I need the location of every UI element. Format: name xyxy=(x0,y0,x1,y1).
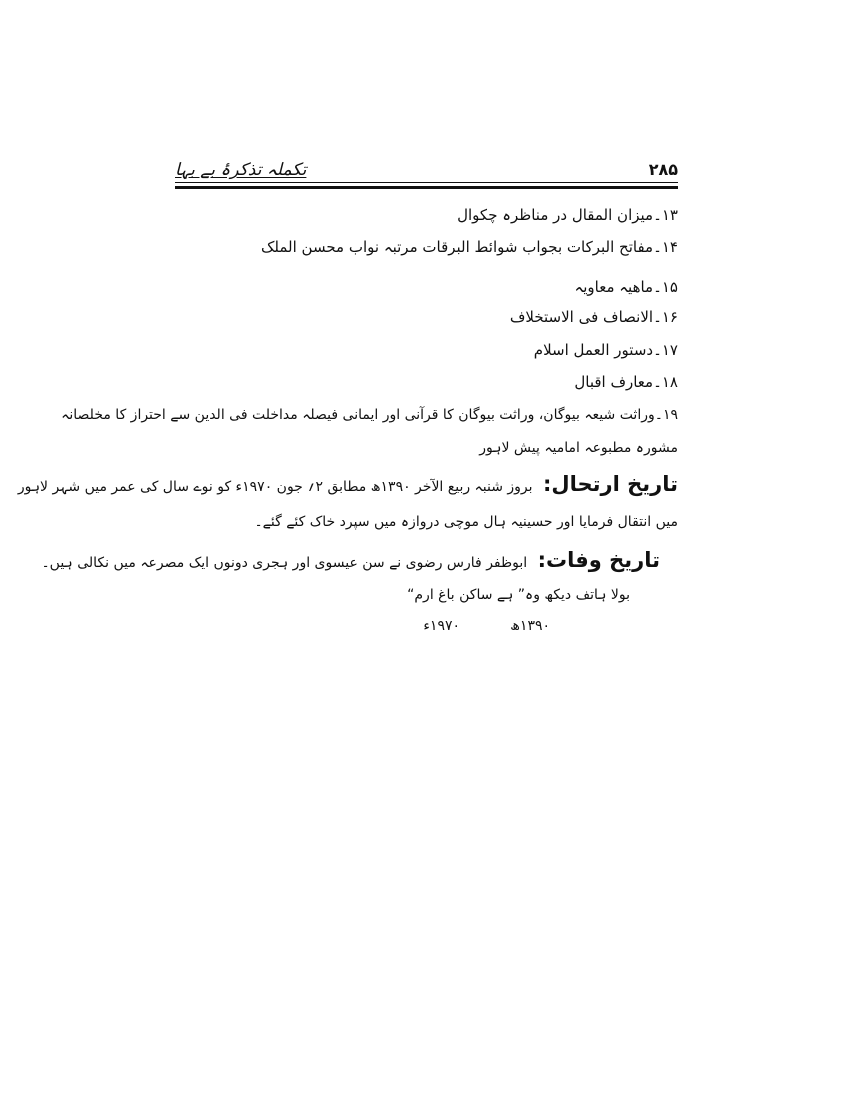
header-rule-thick xyxy=(175,186,678,189)
chronogram-year-hijri: ۱۳۹۰ھ xyxy=(510,618,550,634)
chronogram-text: ابوظفر فارس رضوی نے سن عیسوی اور ہجری دونوں ایک مصرعہ میں نکالی ہیں۔ xyxy=(41,555,528,571)
list-item: ۱۸۔معارف اقبال xyxy=(574,373,678,391)
list-item: ۱۴۔مفاتح البرکات بجواب شوائط البرقات مرتبہ نواب محسن الملک xyxy=(260,238,678,256)
chronogram-verse: بولا ہاتف دیکھ وہ” ہے ساکن باغ ارم“ xyxy=(407,587,630,603)
list-item: ۱۷۔دستور العمل اسلام xyxy=(533,341,678,359)
running-title: تکملہ تذکرۂ بے بہا xyxy=(175,160,307,180)
list-item-continuation: مشورہ مطبوعہ امامیہ پیش لاہور xyxy=(479,440,678,456)
death-date-heading: تاریخ ارتحال: xyxy=(542,472,678,496)
list-item: ۱۶۔الانصاف فی الاستخلاف xyxy=(509,308,678,326)
death-date-line-1: بروز شنبہ ربیع الآخر ۱۳۹۰ھ مطابق ۲؍ جون ۱۹۷۰ء کو نوے سال کی عمر میں شہر لاہور xyxy=(17,479,533,495)
list-item: ۱۳۔میزان المقال در مناظرہ چکوال xyxy=(457,206,678,224)
page-number: ۲۸۵ xyxy=(648,160,678,179)
chronogram-paragraph xyxy=(41,548,660,573)
header-rule-thin xyxy=(175,182,678,183)
chronogram-year-gregorian: ۱۹۷۰ء xyxy=(423,618,460,634)
chronogram-heading: تاریخ وفات: xyxy=(537,548,660,572)
list-item: ۱۵۔ماھیہ معاویہ xyxy=(574,278,678,296)
death-date-line-2: میں انتقال فرمایا اور حسینیہ ہال موچی دروازہ میں سپرد خاک کئے گئے۔ xyxy=(254,514,678,530)
list-item: ۱۹۔وراثت شیعہ بیوگان، وراثت بیوگان کا قرآنی اور ایمانی فیصلہ مداخلت فی الدین سے احتراز کا مخلصانہ xyxy=(61,407,678,423)
death-date-paragraph xyxy=(18,472,678,497)
